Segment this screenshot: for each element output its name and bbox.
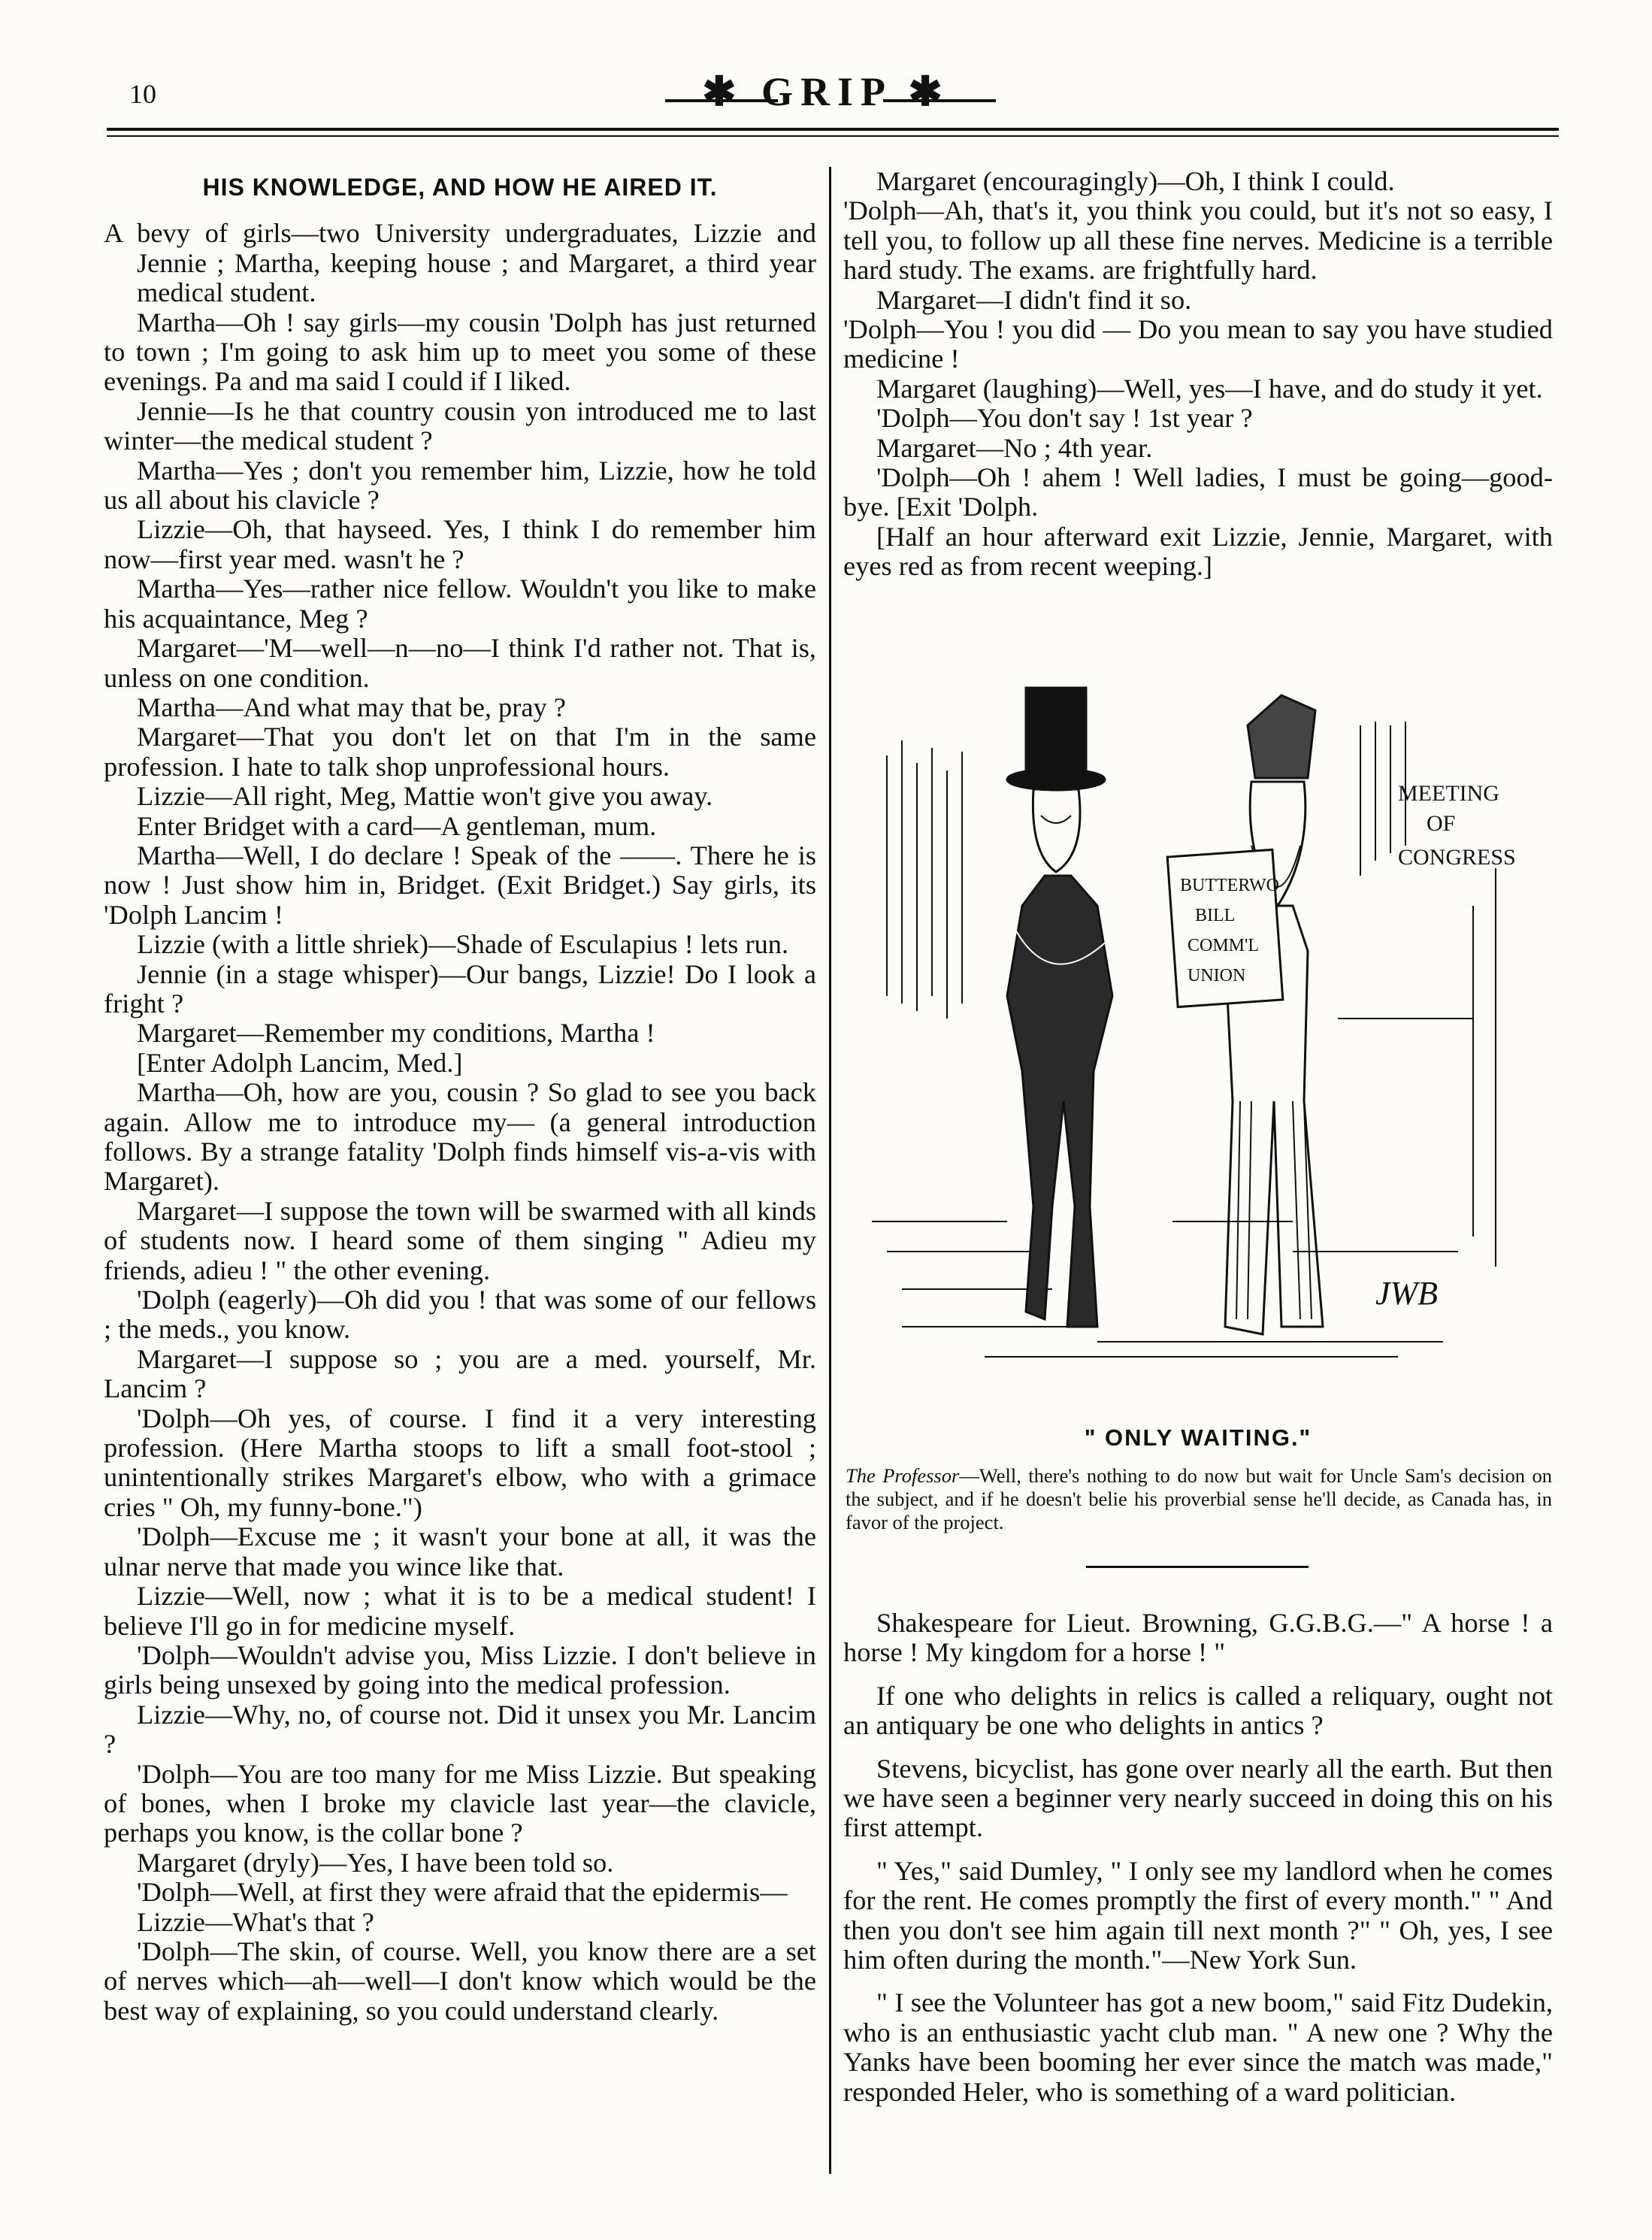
cartoon-illustration xyxy=(872,680,1518,1402)
section-divider xyxy=(1086,1566,1309,1568)
article-paragraph: Lizzie—What's that ? xyxy=(137,1906,374,1937)
article-paragraph: 'Dolph—Wouldn't advise you, Miss Lizzie. I don't believe in girls being unsexed by going into the medical profession. xyxy=(104,1639,816,1700)
article-paragraph: Margaret—'M—well—n—no—I think I'd rather not. That is, unless on one condition. xyxy=(104,633,816,693)
article-paragraph: Lizzie—All right, Meg, Mattie won't give you away. xyxy=(137,781,713,812)
article-paragraph: Margaret—I didn't find it so. xyxy=(876,284,1192,315)
page-number: 10 xyxy=(129,79,156,109)
article-paragraph: 'Dolph—Oh ! ahem ! Well ladies, I must be going—good-bye. [Exit 'Dolph. xyxy=(843,462,1553,522)
article-paragraph: Lizzie—Well, now ; what it is to be a medical student! I believe I'll go in for medicine myself. xyxy=(104,1581,816,1641)
magazine-title: ✱ GRIP ✱ xyxy=(702,69,950,114)
sign-line: OF xyxy=(1427,811,1456,836)
masthead xyxy=(0,0,1652,128)
article-paragraph: Margaret—That you don't let on that I'm in the same profession. I hate to talk shop unprofessional hours. xyxy=(104,722,816,782)
paper-line: COMM'L xyxy=(1188,936,1260,955)
header-rule-top xyxy=(107,128,1559,131)
article-paragraph: Margaret—I suppose so ; you are a med. yourself, Mr. Lancim ? xyxy=(104,1343,816,1404)
article-right-column xyxy=(843,167,1553,582)
article-paragraph: 'Dolph (eagerly)—Oh did you ! that was some of our fellows ; the meds., you know. xyxy=(104,1285,816,1345)
article-paragraph: Martha—Yes—rather nice fellow. Wouldn't you like to make his acquaintance, Meg ? xyxy=(104,574,816,634)
article-paragraph: Margaret—I suppose the town will be swarmed with all kinds of students now. I heard some of them singing " Adieu my friends, adieu ! " the other evening. xyxy=(104,1195,816,1285)
article-paragraph: Margaret—No ; 4th year. xyxy=(876,432,1153,463)
sign-line: MEETING xyxy=(1398,781,1499,806)
article-paragraph: Jennie (in a stage whisper)—Our bangs, Lizzie! Do I look a fright ? xyxy=(104,958,816,1019)
article-paragraph: Lizzie (with a little shriek)—Shade of Esculapius ! lets run. xyxy=(137,929,789,960)
article-paragraph: Martha—Oh, how are you, cousin ? So glad to see you back again. Allow me to introduce my— (a general introduction follows. By a strange fatality 'Dolph finds himself vis-a-vis with Margaret). xyxy=(104,1077,816,1197)
misc-item: If one who delights in relics is called a reliquary, ought not an antiquary be one who delights in antics ? xyxy=(843,1680,1553,1741)
misc-item: Shakespeare for Lieut. Browning, G.G.B.G.—" A horse ! a horse ! My kingdom for a horse ! " xyxy=(843,1608,1553,1668)
article-paragraph: [Half an hour afterward exit Lizzie, Jennie, Margaret, with eyes red as from recent weeping.] xyxy=(843,521,1553,582)
article-paragraph: 'Dolph—You don't say ! 1st year ? xyxy=(876,403,1253,434)
article-paragraph: Martha—And what may that be, pray ? xyxy=(137,692,566,722)
misc-item: " Yes," said Dumley, " I only see my landlord when he comes for the rent. He comes promptly the first of every month." " And then you don't see him again till next month ?" " Oh, yes, I see him often during the month."—New York Sun. xyxy=(843,1855,1553,1975)
article-paragraph: 'Dolph—Oh yes, of course. I find it a very interesting profession. (Here Martha stoops to lift a small foot-stool ; unintentionally strikes Margaret's elbow, who with a grimace cries " Oh, my funny-bone.") xyxy=(104,1403,816,1522)
header-rule-bottom xyxy=(107,135,1559,137)
article-paragraph: Lizzie—Why, no, of course not. Did it unsex you Mr. Lancim ? xyxy=(104,1699,816,1760)
paper-line: BUTTERWO xyxy=(1180,876,1279,895)
article-paragraph: Martha—Well, I do declare ! Speak of the ——. There he is now ! Just show him in, Bridget. (Exit Bridget.) Say girls, its 'Dolph Lancim ! xyxy=(104,840,816,930)
floor-lines xyxy=(872,1221,1458,1357)
article-paragraph: Martha—Oh ! say girls—my cousin 'Dolph has just returned to town ; I'm going to ask him up to meet you some of these evenings. Pa and ma said I could if I liked. xyxy=(104,307,816,397)
cartoon-caption xyxy=(846,1464,1552,1534)
misc-item: Stevens, bicyclist, has gone over nearly all the earth. But then we have seen a beginner very nearly succeed in doing this on his first attempt. xyxy=(843,1753,1553,1843)
article-paragraph: 'Dolph—You are too many for me Miss Lizzie. But speaking of bones, when I broke my clavicle last year—the clavicle, perhaps you know, is the collar bone ? xyxy=(104,1758,816,1848)
paper-line: BILL xyxy=(1195,906,1236,925)
cartoon-title: " ONLY WAITING." xyxy=(1084,1424,1312,1451)
article-paragraph: [Enter Adolph Lancim, Med.] xyxy=(137,1047,463,1078)
article-heading: HIS KNOWLEDGE, AND HOW HE AIRED IT. xyxy=(202,174,718,201)
article-paragraph: Jennie—Is he that country cousin yon introduced me to last winter—the medical student ? xyxy=(104,395,816,456)
article-paragraph: Enter Bridget with a card—A gentleman, mum. xyxy=(137,810,657,841)
article-paragraph: 'Dolph—Excuse me ; it wasn't your bone at all, it was the ulnar nerve that made you wince like that. xyxy=(104,1521,816,1582)
article-paragraph: Margaret (laughing)—Well, yes—I have, and do study it yet. xyxy=(876,373,1543,404)
article-paragraph: 'Dolph—Well, at first they were afraid that the epidermis— xyxy=(137,1877,788,1908)
misc-item: " I see the Volunteer has got a new boom," said Fitz Dudekin, who is an enthusiastic yacht club man. " A new one ? Why the Yanks have been booming her ever since the match was made," responded Heler, who is something of a ward politician. xyxy=(843,1987,1553,2107)
article-left-column xyxy=(104,167,816,2026)
artist-signature: JWB xyxy=(1375,1275,1439,1312)
misc-items xyxy=(843,1609,1553,2120)
article-paragraph: Margaret (encouragingly)—Oh, I think I could. xyxy=(876,166,1395,196)
article-paragraph: Martha—Yes ; don't you remember him, Lizzie, how he told us all about his clavicle ? xyxy=(104,455,816,516)
caption-speaker: The Professor xyxy=(846,1464,960,1487)
article-paragraph: Margaret (dryly)—Yes, I have been told so. xyxy=(137,1847,614,1878)
article-paragraph: A bevy of girls—two University undergraduates, Lizzie and Jennie ; Martha, keeping house ; and Margaret, a third year medical student. xyxy=(104,218,816,308)
sign-line: CONGRESS xyxy=(1398,845,1516,870)
article-paragraph: 'Dolph—The skin, of course. Well, you know there are a set of nerves which—ah—well—I don't know which would be the best way of explaining, so you could understand clearly. xyxy=(104,1936,816,2026)
uncle-sam-figure xyxy=(1167,695,1323,1334)
caption-body: —Well, there's nothing to do now but wait for Uncle Sam's decision on the subject, and if he doesn't belie his proverbial sense he'll decide, as Canada has, in favor of the project. xyxy=(846,1464,1552,1533)
article-paragraph: 'Dolph—You ! you did — Do you mean to say you have studied medicine ! xyxy=(843,314,1553,374)
professor-figure xyxy=(1007,688,1112,1327)
article-paragraph: Margaret—Remember my conditions, Martha ! xyxy=(137,1018,655,1049)
column-separator xyxy=(829,167,831,2174)
article-paragraph: Lizzie—Oh, that hayseed. Yes, I think I do remember him now—first year med. wasn't he ? xyxy=(104,514,816,574)
paper-line: UNION xyxy=(1188,966,1246,985)
article-paragraph: 'Dolph—Ah, that's it, you think you could, but it's not so easy, I tell you, to follow up all these fine nerves. Medicine is a terrible hard study. The exams. are frightfully hard. xyxy=(843,195,1553,286)
